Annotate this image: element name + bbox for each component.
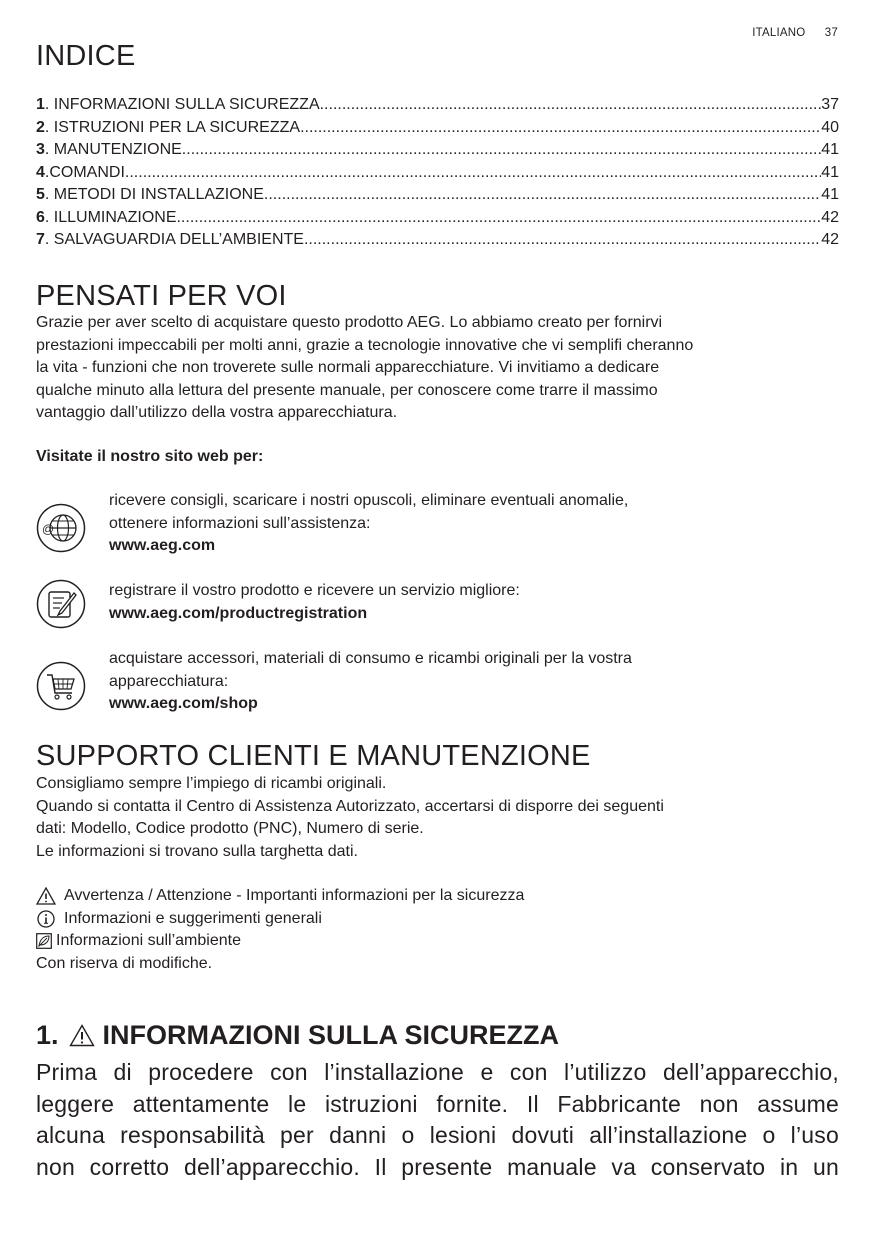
legend-environment-text: Informazioni sull’ambiente: [56, 932, 241, 949]
service-description: ottenere informazioni sull’assistenza:: [109, 514, 371, 532]
symbol-legend: [36, 885, 524, 975]
index-title: INDICE: [36, 40, 136, 72]
svg-text:@: @: [42, 522, 55, 536]
toc-entry[interactable]: 3 . MANUTENZIONE ..... 41: [36, 141, 839, 164]
support-title: SUPPORTO CLIENTI E MANUTENZIONE: [36, 740, 591, 772]
section-title: INFORMAZIONI SULLA SICUREZZA: [102, 1020, 559, 1050]
modification-note: Con riserva di modifiche.: [36, 954, 213, 972]
shopping-cart-icon: [36, 661, 86, 711]
service-description: apparecchiatura:: [109, 672, 229, 690]
aeg-website-link[interactable]: www.aeg.com: [109, 537, 216, 554]
legend-info-text: Informazioni e suggerimenti generali: [64, 909, 322, 927]
legend-warning-text: Avvertenza / Attenzione - Importanti informazioni per la sicurezza: [64, 887, 525, 904]
service-description: registrare il vostro prodotto e ricevere un servizio migliore:: [109, 582, 520, 599]
visit-label: Visitate il nostro sito web per:: [36, 448, 264, 465]
thinking-paragraph: Grazie per aver scelto di acquistare questo prodotto AEG. Lo abbiamo creato per fornirvi prestazioni impeccabili per molti anni, grazie a tecnologie innovative che vi semplifi cheranno la vita - funzioni che non troverete sulle normali apparecchiature. Vi invitiamo a dedicare qualche minuto alla lettura del presente manuale, per conoscere come trarre il massimo vantaggio dall’utilizzo della vostra apparecchiatura.: [36, 314, 694, 421]
safety-intro-paragraph: Prima di procedere con l’installazione e con l’utilizzo dell’apparecchio, leggere attentamente le istruzioni fornite. Il Fabbricante non assume alcuna responsabilità per danni o lesioni dovuti all’installazione o l’uso non corretto dell’apparecchio. Il presente manuale va conservato in un: [36, 1059, 839, 1180]
section-number: 1.: [36, 1020, 59, 1050]
service-row-shop: [36, 648, 836, 718]
service-row-registration: [36, 580, 836, 650]
safety-section-heading: [36, 1020, 559, 1051]
info-icon: [36, 910, 56, 928]
service-description: acquistare accessori, materiali di consumo e ricambi originali per la vostra: [109, 650, 632, 667]
globe-web-icon: [36, 503, 86, 553]
warning-icon: [69, 1024, 95, 1047]
registration-form-icon: [36, 579, 86, 629]
aeg-shop-link[interactable]: www.aeg.com/shop: [109, 695, 258, 712]
service-row-web: [36, 490, 836, 560]
warning-icon: [36, 887, 56, 905]
environment-leaf-icon: [36, 933, 52, 949]
product-registration-link[interactable]: www.aeg.com/productregistration: [109, 604, 368, 622]
support-paragraph: Consigliamo sempre l’impiego di ricambi originali. Quando si contatta il Centro di Assistenza Autorizzato, accertarsi di disporre dei seguenti dati: Modello, Codice prodotto (PNC), Numero di serie. Le informazioni si trovano sulla targhetta dati.: [36, 775, 664, 860]
language-label: ITALIANO: [752, 27, 806, 39]
table-of-contents: [36, 96, 839, 254]
toc-entry[interactable]: 5 . METODI DI INSTALLAZIONE ..... 41: [36, 186, 839, 209]
toc-entry[interactable]: 4 .COMANDI ..... 41: [36, 164, 839, 187]
toc-entry[interactable]: 1 . INFORMAZIONI SULLA SICUREZZA ..... 37: [36, 96, 839, 119]
toc-entry[interactable]: 2 . ISTRUZIONI PER LA SICUREZZA ..... 40: [36, 119, 839, 142]
page-number: 37: [824, 27, 838, 39]
toc-entry[interactable]: 7 . SALVAGUARDIA DELL’AMBIENTE ..... 42: [36, 231, 839, 254]
page-header: [736, 27, 838, 39]
thinking-title: PENSATI PER VOI: [36, 280, 287, 312]
toc-entry[interactable]: 6 . ILLUMINAZIONE ..... 42: [36, 209, 839, 232]
service-description: ricevere consigli, scaricare i nostri opuscoli, eliminare eventuali anomalie,: [109, 492, 629, 509]
